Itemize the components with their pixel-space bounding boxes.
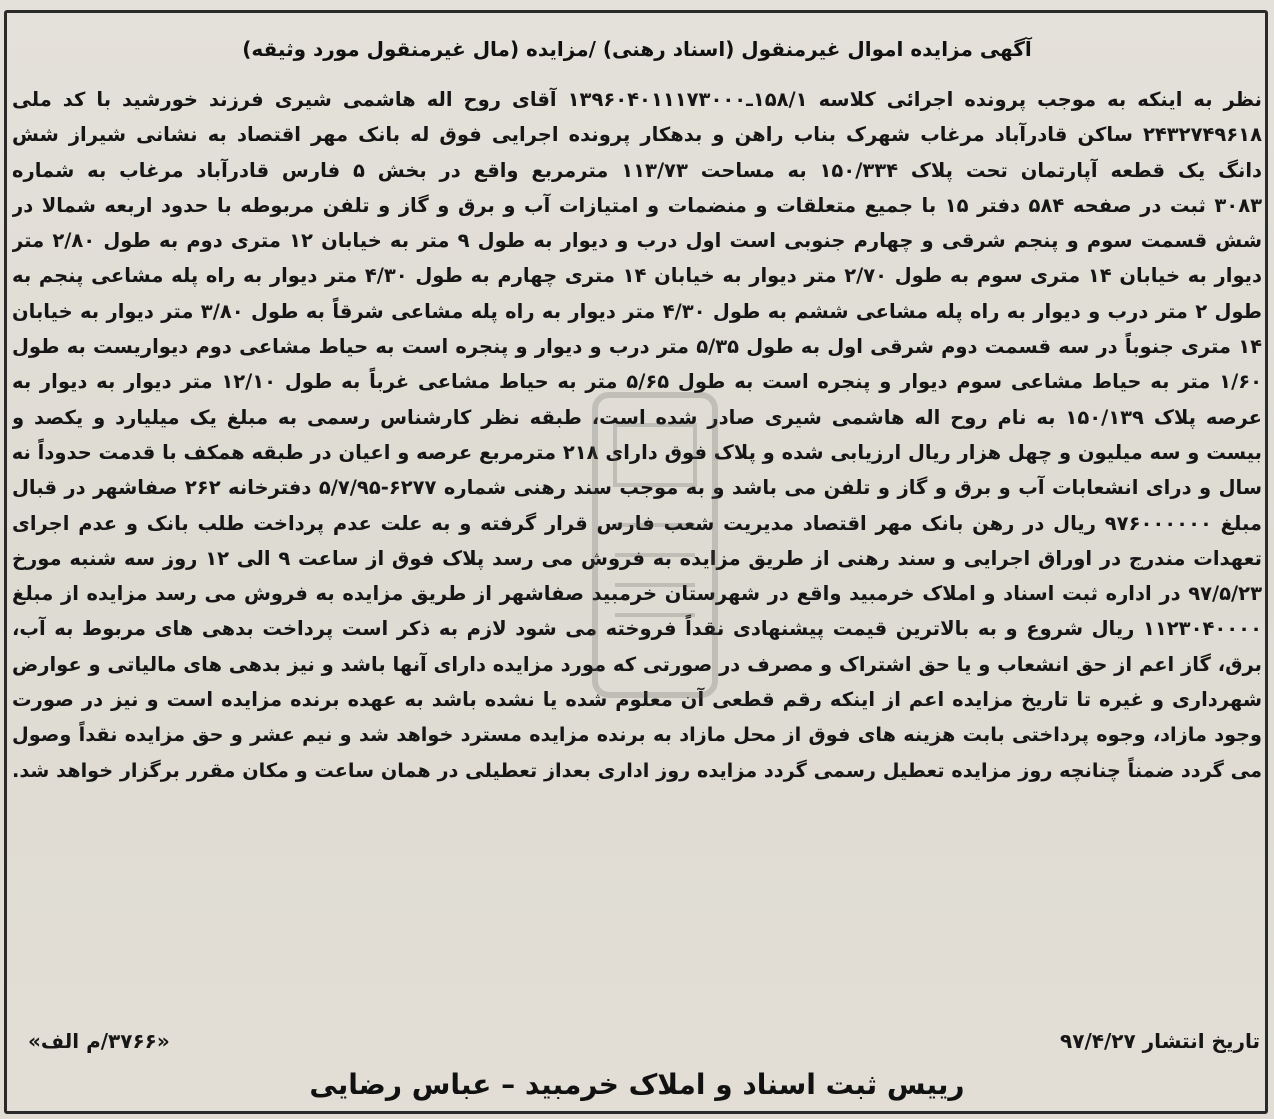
body-line: ۹۷/۵/۲۳ در اداره ثبت اسناد و املاک خرمبید واقع در شهرستان خرمبید صفاشهر از طریق مزایده به فروش می رسد مزایده از مبلغ: [12, 582, 1262, 606]
body-line: نظر به اینکه به موجب پرونده اجرائی کلاسه ۱۵۸/۱ـ۱۳۹۶۰۴۰۱۱۱۷۳۰۰۰ آقای روح اله هاشمی شیری فرزند خورشید با کد ملی: [12, 88, 1262, 111]
body-line: طول ۲ متر درب و دیوار به راه پله مشاعی ششم به طول ۴/۳۰ متر دیوار به راه پله مشاعی شرقاً به طول ۳/۸۰ متر دیوار به خیابان: [12, 299, 1262, 323]
body-line: می گردد ضمناً چنانچه روز مزایده تعطیل رسمی گردد مزایده روز اداری بعداز تعطیلی در همان ساعت و مکان مقرر برگزار خواهد شد.: [12, 758, 1262, 782]
notice-body: [12, 82, 1262, 788]
body-line: دانگ یک قطعه آپارتمان تحت پلاک ۱۵۰/۳۳۴ به مساحت ۱۱۳/۷۳ مترمربع واقع در بخش ۵ فارس قادرآباد مرغاب به شماره: [12, 158, 1262, 182]
body-line: بیست و سه میلیون و چهل هزار ریال ارزیابی شده و پلاک فوق دارای ۲۱۸ مترمربع عرصه و اعیان در طبقه همکف با قدمت حدوداً نه: [12, 440, 1262, 464]
body-line: ۲۴۳۲۷۴۹۶۱۸ ساکن قادرآباد مرغاب شهرک بناب راهن و بدهکار پرونده اجرایی فوق له بانک مهر اقتصاد به نشانی شیراز شش: [12, 123, 1262, 147]
reference-number: «۳۷۶۶/م الف»: [28, 1029, 170, 1053]
body-line: شش قسمت سوم و پنجم شرقی و چهارم جنوبی است اول درب و دیوار به طول ۹ متر به خیابان ۱۲ متری دوم به طول ۲/۸۰ متر: [12, 229, 1262, 253]
body-line: دیوار به خیابان ۱۴ متری سوم به طول ۲/۷۰ متر دیوار به خیابان ۱۴ متری چهارم به طول ۴/۳۰ متر دیوار به راه پله مشاعی پنجم به: [12, 264, 1262, 288]
body-line: تعهدات مندرج در اوراق اجرایی و سند رهنی از طریق مزایده به فروش می رسد پلاک فوق از ساعت ۹ الی ۱۲ روز سه شنبه مورخ: [12, 546, 1262, 570]
body-line: سال و درای انشعابات آب و برق و گاز و تلفن می باشد و به موجب سند رهنی شماره ۶۲۷۷-۵/۷/۹۵ دفترخانه ۲۶۲ صفاشهر در قبال: [12, 476, 1262, 500]
body-line: ۱۱۲۳۰۴۰۰۰۰ ریال شروع و به بالاترین قیمت پیشنهادی نقداً فروخته می شود لازم به ذکر است پرداخت بدهی های مربوط به آب،: [12, 617, 1262, 641]
body-line: وجود مازاد، وجوه پرداختی بابت هزینه های فوق از محل مازاد به برنده مزایده مسترد خواهد شد و نیم عشر و حق مزایده نقداً وصول: [12, 723, 1262, 747]
body-line: شهرداری و غیره تا تاریخ مزایده اعم از اینکه رقم قطعی آن معلوم شده یا نشده باشد به عهده برنده مزایده است و نیز در صورت: [12, 688, 1262, 712]
body-line: مبلغ ۹۷۶۰۰۰۰۰۰ ریال در رهن بانک مهر اقتصاد مدیریت شعب فارس قرار گرفته و به علت عدم پرداخت طلب بانک و عدم اجرای: [12, 511, 1262, 535]
publish-date: تاریخ انتشار ۹۷/۴/۲۷: [1060, 1029, 1260, 1053]
body-line: ۳۰۸۳ ثبت در صفحه ۵۸۴ دفتر ۱۵ با جمیع متعلقات و منضمات و امتیازات آب و برق و گاز و تلفن مربوطه با حدود اربعه شمالا در: [12, 193, 1262, 217]
notice-title: آگهی مزایده اموال غیرمنقول (اسناد رهنی) /مزایده (مال غیرمنقول مورد وثیقه): [242, 37, 1032, 61]
body-line: ۱/۶۰ متر به حیاط مشاعی سوم دیوار و پنجره است به طول ۵/۶۵ متر به حیاط مشاعی غرباً به طول ۱۲/۱۰ متر دیوار به دیوار به: [12, 370, 1262, 394]
signature-line: رییس ثبت اسناد و املاک خرمبید – عباس رضایی: [309, 1068, 965, 1101]
publication-info: [14, 1024, 1260, 1058]
body-line: عرصه پلاک ۱۵۰/۱۳۹ به نام روح اله هاشمی شیری صادر شده است، طبقه نظر کارشناس رسمی به مبلغ یک میلیارد و یکصد و: [12, 405, 1262, 429]
body-line: ۱۴ متری جنوباً در سه قسمت دوم شرقی اول به طول ۵/۳۵ متر درب و دیوار و پنجره است به حیاط مشاعی دوم دیواریست به طول: [12, 335, 1262, 359]
body-line: برق، گاز اعم از حق انشعاب و یا حق اشتراک و مصرف در صورتی که مورد مزایده دارای آنها باشد و نیز بدهی های مالیاتی و عوارض: [12, 652, 1262, 676]
